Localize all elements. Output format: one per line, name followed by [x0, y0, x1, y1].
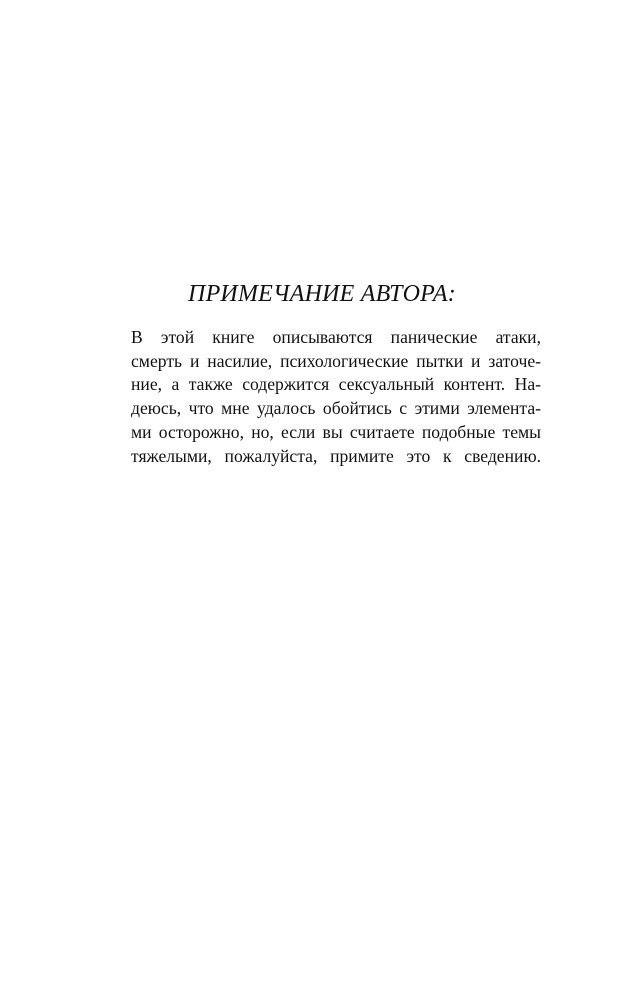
text-line: ми осторожно, но, если вы считаете подобные темы: [131, 421, 541, 442]
text-line: тяжелыми, пожалуйста, примите это к сведению.: [131, 445, 541, 466]
authors-note-text: [131, 326, 541, 468]
text-line: деюсь, что мне удалось обойтись с этими элемента-: [131, 398, 541, 419]
text-line: В этой книге описываются панические атаки,: [131, 327, 541, 347]
text-line: ние, а также содержится сексуальный контент. На-: [131, 374, 541, 395]
authors-note-heading: ПРИМЕЧАНИЕ АВТОРА:: [188, 281, 456, 307]
text-line: смерть и насилие, психологические пытки и заточе-: [131, 350, 541, 371]
